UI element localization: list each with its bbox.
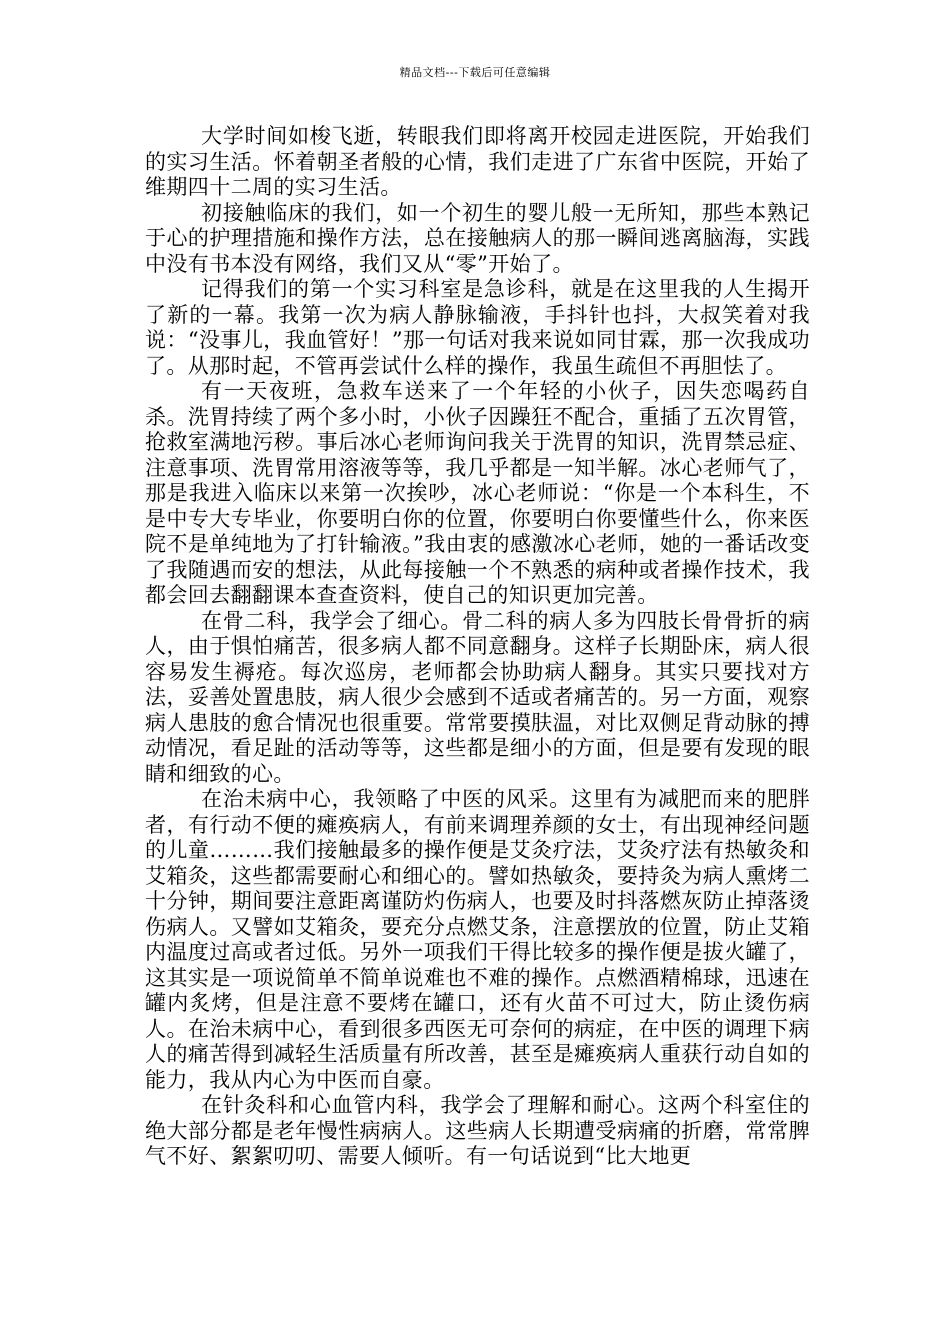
paragraph: 在针灸科和心血管内科，我学会了理解和耐心。这两个科室住的绝大部分都是老年慢性病病人。这些病人长期遭受病痛的折磨，常常脾气不好、絮絮叨叨、需要人倾听。有一句话说到“比大地更: [145, 1093, 810, 1168]
paragraph: 记得我们的第一个实习科室是急诊科，就是在这里我的人生揭开了新的一幕。我第一次为病人静脉输液，手抖针也抖，大叔笑着对我说：“没事儿，我血管好！”那一句话对我来说如同甘霖，那一次我成功了。从那时起，不管再尝试什么样的操作，我虽生疏但不再胆怯了。: [145, 277, 810, 378]
paragraph: 有一天夜班，急救车送来了一个年轻的小伙子，因失恋喝药自杀。洗胃持续了两个多小时，小伙子因躁狂不配合，重插了五次胃管，抢救室满地污秽。事后冰心老师询问我关于洗胃的知识，洗胃禁忌症、注意事项、洗胃常用溶液等等，我几乎都是一知半解。冰心老师气了，那是我进入临床以来第一次挨吵，冰心老师说：“你是一个本科生，不是中专大专毕业，你要明白你的位置，你要明白你要懂些什么，你来医院不是单纯地为了打针输液。”我由衷的感激冰心老师，她的一番话改变了我随遇而安的想法，从此每接触一个不熟悉的病种或者操作技术，我都会回去翻翻课本查查资料，使自己的知识更加完善。: [145, 379, 810, 607]
paragraph: 在治未病中心，我领略了中医的风采。这里有为减肥而来的肥胖者，有行动不便的瘫痪病人，有前来调理养颜的女士，有出现神经问题的儿童………我们接触最多的操作便是艾灸疗法，艾灸疗法有热敏灸和艾箱灸，这些都需要耐心和细心的。譬如热敏灸，要持灸为病人熏烤二十分钟，期间要注意距离谨防灼伤病人，也要及时抖落燃灰防止掉落烫伤病人。又譬如艾箱灸，要充分点燃艾条，注意摆放的位置，防止艾箱内温度过高或者过低。另外一项我们干得比较多的操作便是拔火罐了，这其实是一项说简单不简单说难也不难的操作。点燃酒精棉球，迅速在罐内炙烤，但是注意不要烤在罐口，还有火苗不可过大，防止烫伤病人。在治未病中心，看到很多西医无可奈何的病症，在中医的调理下病人的痛苦得到减轻生活质量有所改善，甚至是瘫痪病人重获行动自如的能力，我从内心为中医而自豪。: [145, 787, 810, 1092]
paragraph: 在骨二科，我学会了细心。骨二科的病人多为四肢长骨骨折的病人，由于惧怕痛苦，很多病人都不同意翻身。这样子长期卧床，病人很容易发生褥疮。每次巡房，老师都会协助病人翻身。其实只要找对方法，妥善处置患肢，病人很少会感到不适或者痛苦的。另一方面，观察病人患肢的愈合情况也很重要。常常要摸肤温，对比双侧足背动脉的搏动情况，看足趾的活动等等，这些都是细小的方面，但是要有发现的眼睛和细致的心。: [145, 608, 810, 786]
paragraph: 初接触临床的我们，如一个初生的婴儿般一无所知，那些本熟记于心的护理措施和操作方法，总在接触病人的那一瞬间逃离脑海，实践中没有书本没有网络，我们又从“零”开始了。: [145, 200, 810, 276]
document-body: [145, 124, 810, 1170]
page-header: 精品文档---下载后可任意编辑: [399, 66, 551, 79]
paragraph: 大学时间如梭飞逝，转眼我们即将离开校园走进医院，开始我们的实习生活。怀着朝圣者般的心情，我们走进了广东省中医院，开始了维期四十二周的实习生活。: [145, 124, 810, 199]
